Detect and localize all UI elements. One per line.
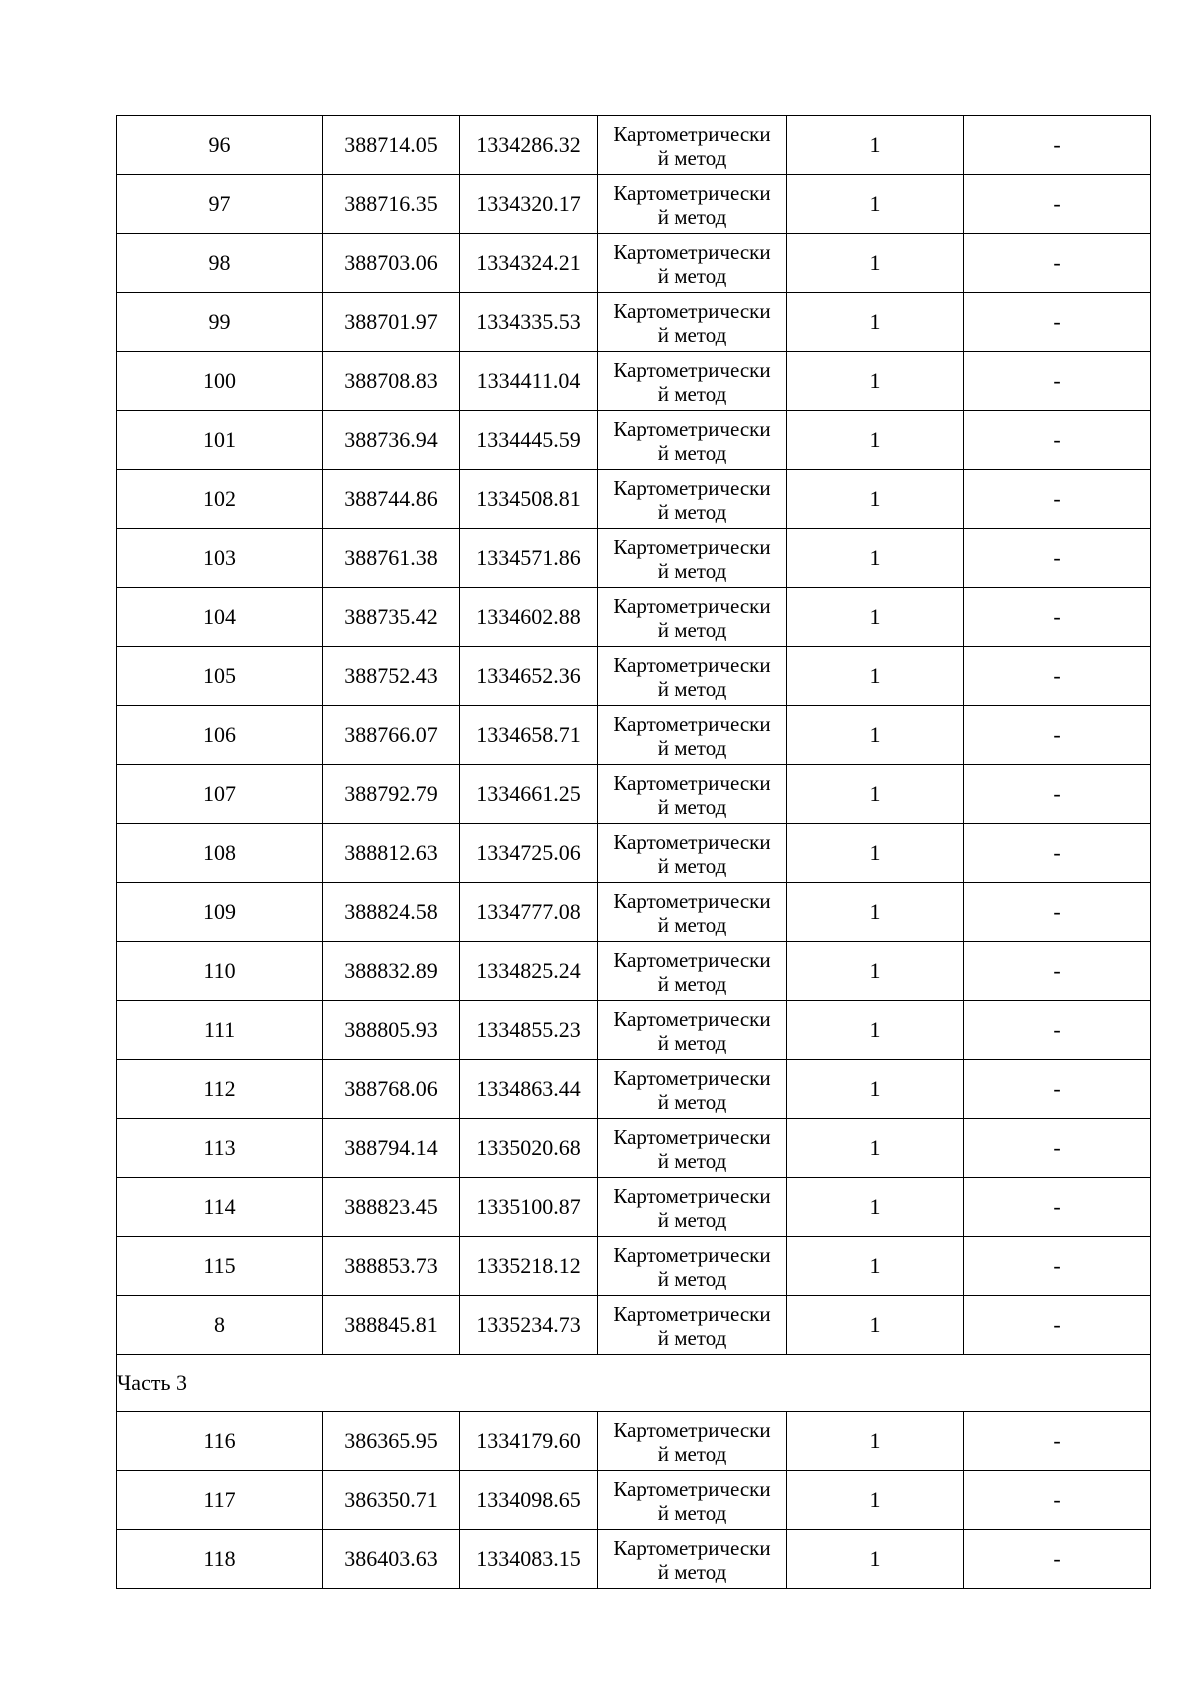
method-cell: [598, 234, 787, 293]
accuracy-cell: 1: [787, 942, 964, 1001]
method-text-line: й метод: [657, 1031, 727, 1055]
note-cell: -: [964, 883, 1151, 942]
method-text-line: Картометрически: [613, 1066, 771, 1090]
note-cell: -: [964, 1060, 1151, 1119]
note-cell: -: [964, 293, 1151, 352]
point-number-cell: 100: [117, 352, 323, 411]
x-coordinate-cell: 386403.63: [323, 1530, 460, 1589]
method-text-line: Картометрически: [613, 653, 771, 677]
table-row: [117, 175, 1151, 234]
x-coordinate-cell: 388703.06: [323, 234, 460, 293]
y-coordinate-cell: 1334320.17: [460, 175, 598, 234]
coordinates-table-body: [117, 116, 1151, 1589]
method-text-line: Картометрически: [613, 299, 771, 323]
accuracy-cell: 1: [787, 824, 964, 883]
accuracy-cell: 1: [787, 1119, 964, 1178]
section-row: [117, 1355, 1151, 1412]
table-row: [117, 411, 1151, 470]
coordinates-table: [116, 115, 1151, 1589]
y-coordinate-cell: 1334179.60: [460, 1412, 598, 1471]
point-number-cell: 96: [117, 116, 323, 175]
table-row: [117, 529, 1151, 588]
accuracy-cell: 1: [787, 1530, 964, 1589]
x-coordinate-cell: 388752.43: [323, 647, 460, 706]
method-text-line: Картометрически: [613, 1243, 771, 1267]
method-text-line: Картометрически: [613, 181, 771, 205]
point-number-cell: 114: [117, 1178, 323, 1237]
y-coordinate-cell: 1334083.15: [460, 1530, 598, 1589]
method-cell: [598, 1119, 787, 1178]
accuracy-cell: 1: [787, 1237, 964, 1296]
section-label: Часть 3: [117, 1355, 1151, 1412]
method-cell: [598, 352, 787, 411]
point-number-cell: 98: [117, 234, 323, 293]
accuracy-cell: 1: [787, 1178, 964, 1237]
x-coordinate-cell: 388744.86: [323, 470, 460, 529]
method-text-line: Картометрически: [613, 1184, 771, 1208]
x-coordinate-cell: 388736.94: [323, 411, 460, 470]
note-cell: -: [964, 470, 1151, 529]
method-text-line: й метод: [657, 1149, 727, 1173]
point-number-cell: 107: [117, 765, 323, 824]
y-coordinate-cell: 1334661.25: [460, 765, 598, 824]
note-cell: -: [964, 1119, 1151, 1178]
method-text-line: й метод: [657, 323, 727, 347]
y-coordinate-cell: 1334602.88: [460, 588, 598, 647]
method-text-line: й метод: [657, 1090, 727, 1114]
point-number-cell: 109: [117, 883, 323, 942]
table-row: [117, 1178, 1151, 1237]
method-text-line: Картометрически: [613, 1477, 771, 1501]
method-cell: [598, 411, 787, 470]
note-cell: -: [964, 1001, 1151, 1060]
note-cell: -: [964, 765, 1151, 824]
table-row: [117, 1237, 1151, 1296]
note-cell: -: [964, 529, 1151, 588]
method-text-line: Картометрически: [613, 594, 771, 618]
x-coordinate-cell: 388792.79: [323, 765, 460, 824]
accuracy-cell: 1: [787, 470, 964, 529]
table-row: [117, 234, 1151, 293]
point-number-cell: 105: [117, 647, 323, 706]
note-cell: -: [964, 1178, 1151, 1237]
table-row: [117, 942, 1151, 1001]
point-number-cell: 113: [117, 1119, 323, 1178]
y-coordinate-cell: 1334658.71: [460, 706, 598, 765]
point-number-cell: 102: [117, 470, 323, 529]
note-cell: -: [964, 1237, 1151, 1296]
table-row: [117, 706, 1151, 765]
point-number-cell: 8: [117, 1296, 323, 1355]
y-coordinate-cell: 1335218.12: [460, 1237, 598, 1296]
x-coordinate-cell: 388766.07: [323, 706, 460, 765]
method-text-line: й метод: [657, 972, 727, 996]
table-row: [117, 293, 1151, 352]
method-cell: [598, 1178, 787, 1237]
y-coordinate-cell: 1334863.44: [460, 1060, 598, 1119]
table-row: [117, 352, 1151, 411]
x-coordinate-cell: 388761.38: [323, 529, 460, 588]
method-text-line: й метод: [657, 559, 727, 583]
note-cell: -: [964, 175, 1151, 234]
method-cell: [598, 765, 787, 824]
x-coordinate-cell: 388853.73: [323, 1237, 460, 1296]
method-text-line: й метод: [657, 913, 727, 937]
method-cell: [598, 1060, 787, 1119]
point-number-cell: 116: [117, 1412, 323, 1471]
note-cell: -: [964, 824, 1151, 883]
note-cell: -: [964, 942, 1151, 1001]
method-text-line: й метод: [657, 441, 727, 465]
method-text-line: Картометрически: [613, 1007, 771, 1031]
note-cell: -: [964, 588, 1151, 647]
note-cell: -: [964, 1412, 1151, 1471]
method-cell: [598, 1001, 787, 1060]
accuracy-cell: 1: [787, 1412, 964, 1471]
method-cell: [598, 293, 787, 352]
note-cell: -: [964, 116, 1151, 175]
accuracy-cell: 1: [787, 175, 964, 234]
accuracy-cell: 1: [787, 234, 964, 293]
x-coordinate-cell: 388714.05: [323, 116, 460, 175]
method-cell: [598, 942, 787, 1001]
y-coordinate-cell: 1334445.59: [460, 411, 598, 470]
y-coordinate-cell: 1334324.21: [460, 234, 598, 293]
y-coordinate-cell: 1335234.73: [460, 1296, 598, 1355]
x-coordinate-cell: 388824.58: [323, 883, 460, 942]
method-cell: [598, 647, 787, 706]
accuracy-cell: 1: [787, 352, 964, 411]
accuracy-cell: 1: [787, 1001, 964, 1060]
y-coordinate-cell: 1334335.53: [460, 293, 598, 352]
method-cell: [598, 1296, 787, 1355]
y-coordinate-cell: 1334508.81: [460, 470, 598, 529]
method-text-line: й метод: [657, 618, 727, 642]
method-cell: [598, 1530, 787, 1589]
method-text-line: й метод: [657, 736, 727, 760]
table-row: [117, 647, 1151, 706]
method-text-line: Картометрически: [613, 122, 771, 146]
table-row: [117, 1119, 1151, 1178]
x-coordinate-cell: 388805.93: [323, 1001, 460, 1060]
method-text-line: Картометрически: [613, 240, 771, 264]
method-text-line: Картометрически: [613, 417, 771, 441]
y-coordinate-cell: 1334286.32: [460, 116, 598, 175]
method-text-line: Картометрически: [613, 1418, 771, 1442]
method-text-line: й метод: [657, 146, 727, 170]
point-number-cell: 101: [117, 411, 323, 470]
method-text-line: Картометрически: [613, 830, 771, 854]
y-coordinate-cell: 1334098.65: [460, 1471, 598, 1530]
x-coordinate-cell: 388823.45: [323, 1178, 460, 1237]
method-text-line: й метод: [657, 795, 727, 819]
note-cell: -: [964, 1471, 1151, 1530]
table-row: [117, 588, 1151, 647]
method-text-line: й метод: [657, 264, 727, 288]
accuracy-cell: 1: [787, 293, 964, 352]
method-text-line: й метод: [657, 1208, 727, 1232]
method-text-line: Картометрически: [613, 712, 771, 736]
point-number-cell: 99: [117, 293, 323, 352]
method-text-line: й метод: [657, 1326, 727, 1350]
point-number-cell: 106: [117, 706, 323, 765]
y-coordinate-cell: 1334825.24: [460, 942, 598, 1001]
table-row: [117, 1530, 1151, 1589]
note-cell: -: [964, 1530, 1151, 1589]
accuracy-cell: 1: [787, 588, 964, 647]
x-coordinate-cell: 388708.83: [323, 352, 460, 411]
method-text-line: Картометрически: [613, 948, 771, 972]
method-cell: [598, 588, 787, 647]
method-cell: [598, 175, 787, 234]
x-coordinate-cell: 388701.97: [323, 293, 460, 352]
accuracy-cell: 1: [787, 706, 964, 765]
x-coordinate-cell: 386365.95: [323, 1412, 460, 1471]
table-row: [117, 1060, 1151, 1119]
method-text-line: Картометрически: [613, 889, 771, 913]
accuracy-cell: 1: [787, 1060, 964, 1119]
table-row: [117, 470, 1151, 529]
y-coordinate-cell: 1335020.68: [460, 1119, 598, 1178]
point-number-cell: 104: [117, 588, 323, 647]
y-coordinate-cell: 1334777.08: [460, 883, 598, 942]
method-text-line: й метод: [657, 677, 727, 701]
method-cell: [598, 706, 787, 765]
table-row: [117, 1412, 1151, 1471]
accuracy-cell: 1: [787, 1471, 964, 1530]
y-coordinate-cell: 1334652.36: [460, 647, 598, 706]
accuracy-cell: 1: [787, 647, 964, 706]
method-text-line: Картометрически: [613, 358, 771, 382]
method-text-line: й метод: [657, 382, 727, 406]
table-row: [117, 1471, 1151, 1530]
accuracy-cell: 1: [787, 765, 964, 824]
point-number-cell: 97: [117, 175, 323, 234]
x-coordinate-cell: 388794.14: [323, 1119, 460, 1178]
note-cell: -: [964, 647, 1151, 706]
method-text-line: Картометрически: [613, 535, 771, 559]
note-cell: -: [964, 352, 1151, 411]
note-cell: -: [964, 1296, 1151, 1355]
method-text-line: Картометрически: [613, 476, 771, 500]
point-number-cell: 112: [117, 1060, 323, 1119]
y-coordinate-cell: 1334411.04: [460, 352, 598, 411]
method-text-line: Картометрически: [613, 1302, 771, 1326]
method-cell: [598, 1237, 787, 1296]
table-row: [117, 1001, 1151, 1060]
accuracy-cell: 1: [787, 411, 964, 470]
table-row: [117, 765, 1151, 824]
method-text-line: й метод: [657, 1501, 727, 1525]
x-coordinate-cell: 388845.81: [323, 1296, 460, 1355]
accuracy-cell: 1: [787, 529, 964, 588]
x-coordinate-cell: 388832.89: [323, 942, 460, 1001]
table-row: [117, 883, 1151, 942]
method-cell: [598, 824, 787, 883]
method-text-line: й метод: [657, 500, 727, 524]
accuracy-cell: 1: [787, 116, 964, 175]
method-cell: [598, 470, 787, 529]
method-text-line: Картометрически: [613, 1536, 771, 1560]
x-coordinate-cell: 388716.35: [323, 175, 460, 234]
method-cell: [598, 1471, 787, 1530]
table-row: [117, 824, 1151, 883]
x-coordinate-cell: 386350.71: [323, 1471, 460, 1530]
point-number-cell: 108: [117, 824, 323, 883]
method-text-line: й метод: [657, 1442, 727, 1466]
table-row: [117, 1296, 1151, 1355]
method-cell: [598, 529, 787, 588]
method-cell: [598, 883, 787, 942]
note-cell: -: [964, 706, 1151, 765]
accuracy-cell: 1: [787, 1296, 964, 1355]
table-row: [117, 116, 1151, 175]
x-coordinate-cell: 388735.42: [323, 588, 460, 647]
point-number-cell: 110: [117, 942, 323, 1001]
x-coordinate-cell: 388812.63: [323, 824, 460, 883]
accuracy-cell: 1: [787, 883, 964, 942]
method-text-line: й метод: [657, 854, 727, 878]
note-cell: -: [964, 411, 1151, 470]
point-number-cell: 111: [117, 1001, 323, 1060]
method-text-line: Картометрически: [613, 771, 771, 795]
point-number-cell: 118: [117, 1530, 323, 1589]
method-text-line: й метод: [657, 205, 727, 229]
y-coordinate-cell: 1334571.86: [460, 529, 598, 588]
method-text-line: й метод: [657, 1267, 727, 1291]
y-coordinate-cell: 1334855.23: [460, 1001, 598, 1060]
note-cell: -: [964, 234, 1151, 293]
method-cell: [598, 116, 787, 175]
method-text-line: Картометрически: [613, 1125, 771, 1149]
method-text-line: й метод: [657, 1560, 727, 1584]
point-number-cell: 115: [117, 1237, 323, 1296]
y-coordinate-cell: 1334725.06: [460, 824, 598, 883]
x-coordinate-cell: 388768.06: [323, 1060, 460, 1119]
y-coordinate-cell: 1335100.87: [460, 1178, 598, 1237]
method-cell: [598, 1412, 787, 1471]
point-number-cell: 103: [117, 529, 323, 588]
point-number-cell: 117: [117, 1471, 323, 1530]
